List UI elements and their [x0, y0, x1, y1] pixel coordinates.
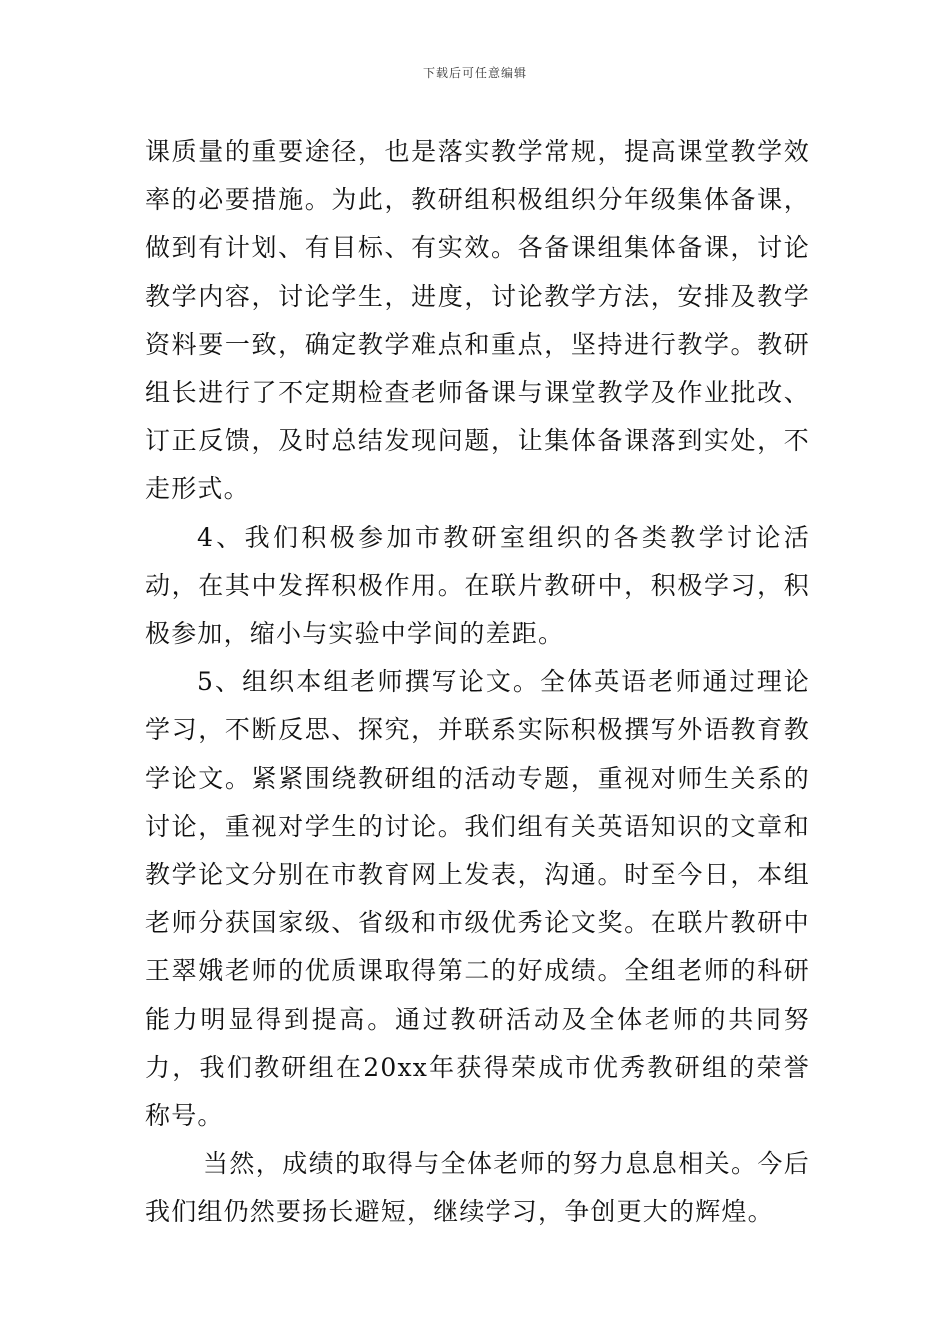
paragraph-item-5: 5、组织本组老师撰写论文。全体英语老师通过理论学习，不断反思、探究，并联系实际积极撰写外语教育教学论文。紧紧围绕教研组的活动专题，重视对师生关系的讨论，重视对学生的讨论。我们组有关英语知识的文章和教学论文分别在市教育网上发表，沟通。时至今日，本组老师分获国家级、省级和市级优秀论文奖。在联片教研中王翠娥老师的优质课取得第二的好成绩。全组老师的科研能力明显得到提高。通过教研活动及全体老师的共同努力，我们教研组在20xx年获得荣成市优秀教研组的荣誉称号。	[145, 667, 810, 1131]
paragraph-conclusion: 当然，成绩的取得与全体老师的努力息息相关。今后我们组仍然要扬长避短，继续学习，争创更大的辉煌。	[145, 1149, 810, 1227]
page-header-note: 下载后可任意编辑	[422, 66, 527, 80]
paragraph-item-4: 4、我们积极参加市教研室组织的各类教学讨论活动，在其中发挥积极作用。在联片教研中，积极学习，积极参加，缩小与实验中学间的差距。	[145, 522, 810, 649]
document-body	[145, 128, 810, 1237]
paragraph-continued: 课质量的重要途径，也是落实教学常规，提高课堂教学效率的必要措施。为此，教研组积极组织分年级集体备课，做到有计划、有目标、有实效。各备课组集体备课，讨论教学内容，讨论学生，进度，讨论教学方法，安排及教学资料要一致，确定教学难点和重点，坚持进行教学。教研组长进行了不定期检查老师备课与课堂教学及作业批改、订正反馈，及时总结发现问题，让集体备课落到实处，不走形式。	[145, 137, 810, 504]
